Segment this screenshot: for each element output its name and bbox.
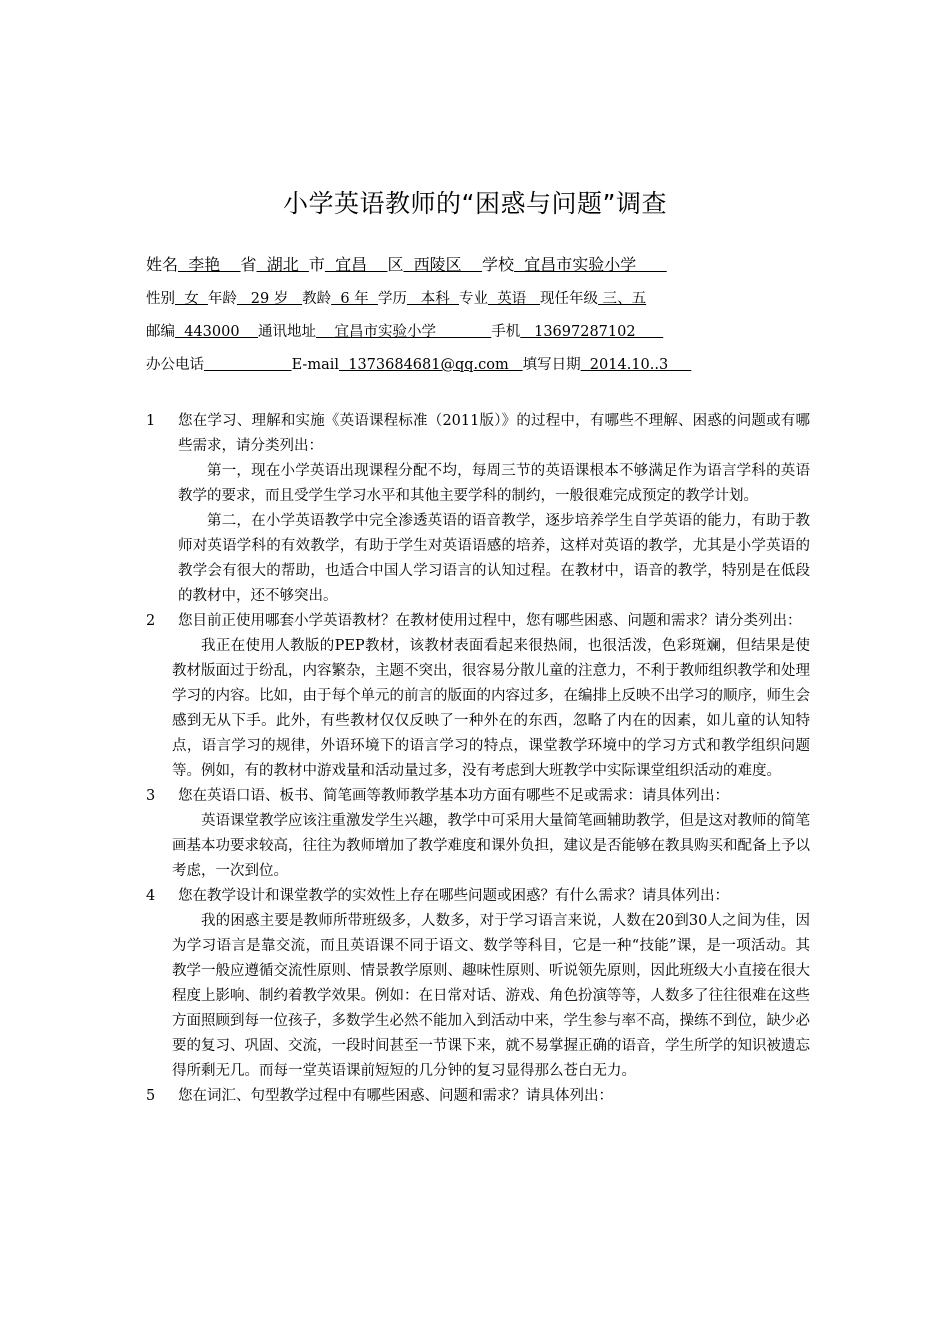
- question-list: [146, 409, 810, 1109]
- province-value: 湖北: [256, 255, 309, 274]
- question-number: 1: [146, 413, 156, 429]
- question-text: 您在英语口语、板书、简笔画等教师教学基本功方面有哪些不足或需求：请具体列出：: [178, 788, 729, 804]
- question-number: 5: [146, 1088, 156, 1104]
- info-row-2: [146, 287, 816, 308]
- education-value: 本科: [406, 291, 459, 307]
- grade-value: 三、五: [598, 291, 647, 307]
- major-value: 英语: [487, 291, 541, 307]
- date-value: 2014.10..3: [580, 357, 692, 373]
- email-label: E-mail: [291, 357, 340, 373]
- email-value: 1373684681@qq.com: [339, 357, 523, 373]
- office-phone-value: [204, 357, 292, 373]
- gender-value: 女: [175, 291, 208, 307]
- question-number: 4: [146, 888, 156, 904]
- question-text: 您目前正使用哪套小学英语教材？在教材使用过程中，您有哪些困惑、问题和需求？请分类列出：: [178, 613, 802, 629]
- info-row-1: [146, 252, 816, 275]
- question-item: [146, 1084, 810, 1109]
- address-value: 宜昌市实验小学: [316, 324, 492, 340]
- office-phone-label: 办公电话: [146, 357, 204, 373]
- mobile-label: 手机: [491, 324, 521, 340]
- school-value: 宜昌市实验小学: [514, 255, 667, 274]
- city-value: 宜昌: [324, 255, 388, 274]
- district-label: 区: [387, 255, 404, 274]
- question-number: 2: [146, 613, 156, 629]
- date-label: 填写日期: [522, 357, 581, 373]
- question-text: 您在词汇、句型教学过程中有哪些困惑、问题和需求？请具体列出：: [178, 1088, 613, 1104]
- answer-paragraph: 第二，在小学英语教学中完全渗透英语的语音教学，逐步培养学生自学英语的能力，有助于教师对英语学科的有效教学，有助于学生对英语语感的培养，这样对英语的教学，尤其是小学英语的教学会有很大的帮助，也适合中国人学习语言的认知过程。在教材中，语音的教学，特别是在低段的教材中，还不够突出。: [178, 513, 810, 604]
- answer-paragraph: 第一，现在小学英语出现课程分配不均，每周三节的英语课根本不够满足作为语言学科的英语教学的要求，而且受学生学习水平和其他主要学科的制约，一般很难完成预定的教学计划。: [178, 463, 810, 504]
- name-value: 李艳: [178, 255, 241, 274]
- address-label: 通讯地址: [258, 324, 317, 340]
- question-text: 您在学习、理解和实施《英语课程标准（2011版）》的过程中，有哪些不理解、困惑的问题或有哪些需求，请分类列出：: [178, 413, 810, 454]
- school-label: 学校: [482, 255, 515, 274]
- answer-paragraph: 英语课堂教学应该注重激发学生兴趣，教学中可采用大量简笔画辅助教学，但是这对教师的简笔画基本功要求较高，往往为教师增加了教学难度和课外负担，建议是否能够在教具购买和配备上予以考虑，一次到位。: [172, 813, 810, 879]
- education-label: 学历: [377, 291, 407, 307]
- age-value: 29 岁: [236, 291, 303, 307]
- postcode-value: 443000: [175, 324, 259, 340]
- info-row-3: [146, 320, 816, 341]
- info-row-4: [146, 353, 816, 374]
- seniority-label: 教龄: [302, 291, 332, 307]
- city-label: 市: [308, 255, 325, 274]
- province-label: 省: [240, 255, 257, 274]
- answer-paragraph: 我正在使用人教版的PEP教材，该教材表面看起来很热闹，也很活泼，色彩斑斓，但结果是使教材版面过于纷乱，内容繁杂，主题不突出，很容易分散儿童的注意力，不利于教师组织教学和处理学习的内容。比如，由于每个单元的前言的版面的内容过多，在编排上反映不出学习的顺序，师生会感到无从下手。此外，有些教材仅仅反映了一种外在的东西，忽略了内在的因素，如儿童的认知特点，语言学习的规律，外语环境下的语言学习的特点，课堂教学环境中的学习方式和教学组织问题等。例如，有的教材中游戏量和活动量过多，没有考虑到大班教学中实际课堂组织活动的难度。: [172, 638, 810, 779]
- gender-label: 性别: [146, 291, 175, 307]
- question-text: 您在教学设计和课堂教学的实效性上存在哪些问题或困惑？有什么需求？请具体列出：: [178, 888, 729, 904]
- question-number: 3: [146, 788, 156, 804]
- grade-label: 现任年级: [540, 291, 599, 307]
- page-title: 小学英语教师的“困惑与问题”调查: [283, 189, 667, 218]
- seniority-value: 6 年: [331, 291, 378, 307]
- answer-paragraph: 我的困惑主要是教师所带班级多，人数多，对于学习语言来说，人数在20到30人之间为佳，因为学习语言是靠交流，而且英语课不同于语文、数学等科目，它是一种“技能”课，是一项活动。其教学一般应遵循交流性原则、情景教学原则、趣味性原则、听说领先原则，因此班级大小直接在很大程度上影响、制约着教学效果。例如：在日常对话、游戏、角色扮演等等，人数多了往往很难在这些方面照顾到每一位孩子，多数学生必然不能加入到活动中来，学生参与率不高，操练不到位，缺少必要的复习、巩固、交流，一段时间甚至一节课下来，就不易掌握正确的语音，学生所学的知识被遗忘得所剩无几。而每一堂英语课前短短的几分钟的复习显得那么苍白无力。: [172, 913, 810, 1079]
- question-item: [146, 784, 810, 884]
- postcode-label: 邮编: [146, 324, 175, 340]
- question-item: [146, 609, 810, 784]
- mobile-value: 13697287102: [520, 324, 664, 340]
- district-value: 西陵区: [403, 255, 483, 274]
- question-item: [146, 884, 810, 1084]
- question-item: [146, 409, 810, 609]
- major-label: 专业: [458, 291, 488, 307]
- name-label: 姓名: [146, 255, 179, 274]
- age-label: 年龄: [207, 291, 237, 307]
